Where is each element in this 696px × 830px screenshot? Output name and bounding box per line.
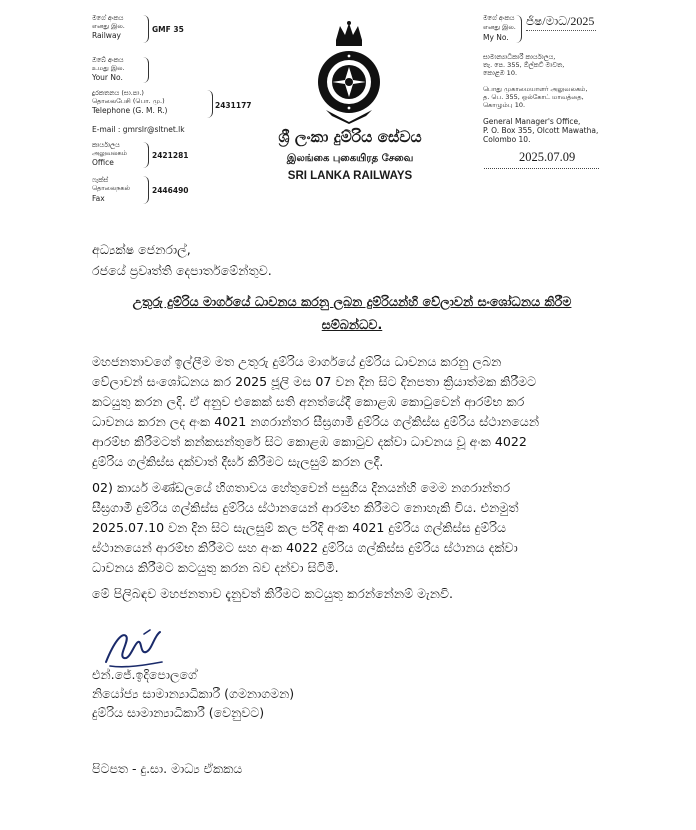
subject-line-2: සම්බන්ධව. xyxy=(321,317,383,332)
paragraph-2 xyxy=(92,478,600,578)
paragraph-1-line: කටයුතු කරන ලදි. ඒ අනුව එකෙක් සති අනත්යේදී කොළඹ කොටුවෙන් ආරම්භ කර xyxy=(92,394,525,409)
fax-label-en: Fax xyxy=(92,194,105,203)
my-no-label-ta: எனது இல. xyxy=(483,23,516,31)
ref-label-si: මගේ අංකය xyxy=(92,14,124,22)
paragraph-3: මේ පිලිබඳව මහජනතාව දැනුවත් කිරීමට කටයුතු කරන්නේනම් මැනවි. xyxy=(92,586,454,601)
paragraph-1-line: මහජනතාවගේ ඉල්ලීම මත උතුරු දුම්රිය මාර්ගයේ දුම්රිය ධාවනය කරනු ලබන xyxy=(92,354,502,369)
signatory-name: එන්.ජේ.ඉදිපොලගේ xyxy=(92,667,197,682)
tel-label-en: Telephone (G. M. R.) xyxy=(92,106,168,115)
your-no-brace xyxy=(142,57,149,83)
address-si-2: තැ. පෙ. 355, ඕල්කට් මාවත, xyxy=(483,61,565,69)
office-label-si: කාර්යාලය xyxy=(92,141,120,149)
ref-label-ta: எனது இல. xyxy=(92,22,125,30)
copy-to: පිටපත - දු.සා. මාධ්‍ය ඒකකය xyxy=(92,761,243,776)
subject-line-1: උතුරු දුම්රිය මාර්ගයේ ධාවනය කරනු ලබන දුම්රියන්හි වේලාවන් සංශෝධනය කිරීම xyxy=(132,294,572,309)
address-si-1: සාමාන්‍යාධිකාරී කාර්යාලය, xyxy=(483,53,556,61)
address-ta-2: த. பெ. 355, ஒல்கோட் மாவத்தை, xyxy=(483,93,584,101)
address-si-3: කොළඹ 10. xyxy=(483,69,518,77)
email: E-mail : gmrslr@sltnet.lk xyxy=(92,125,185,134)
fax-label-si: ෆැක්ස් xyxy=(92,176,109,184)
tel-label-ta: தொலைபேசி (பொ. மு.) xyxy=(92,97,165,105)
signatory-title-1: නියෝජ්‍ය සාමාන්‍යාධිකාරී (ගමනාගමන) xyxy=(92,686,295,701)
ref-value: GMF 35 xyxy=(152,25,184,34)
org-name-english: SRI LANKA RAILWAYS xyxy=(287,170,413,182)
office-value: 2421281 xyxy=(152,151,189,160)
paragraph-2-line: ධාවනය කිරීමට කටයුතු කරන බව දන්වා සිටිමි. xyxy=(92,560,339,575)
paragraph-1-line: දුම්රිය ගල්කිස්ස දක්වාත් දීර්ඝ කිරීමට සැලසුම් කරන ලදී. xyxy=(92,454,384,469)
org-name-sinhala: ශ්‍රී ලංකා දුම්රිය සේවය xyxy=(278,128,422,146)
paragraph-1-line: ආරම්භ කිරීමටත් කන්කසන්තුරේ සිට කොළඹ කොටුව දක්වා ධාවනය වූ අංක 4022 xyxy=(92,434,527,449)
paragraph-2-line: සීඝ්‍රගාමී දුම්රිය ගල්කිස්ස දුම්රිය ස්ථානයෙන් ආරම්භ කිරීමට නොහැකි විය. එනමුත් xyxy=(92,500,519,515)
fax-value: 2446490 xyxy=(152,186,189,195)
tel-value: 2431177 xyxy=(215,101,252,110)
office-label-en: Office xyxy=(92,158,114,167)
address-en-1: General Manager's Office, xyxy=(483,117,581,126)
address-en-2: P. O. Box 355, Olcott Mawatha, xyxy=(483,126,599,135)
paragraph-2-line: ස්ථානයෙන් ආරම්භ කිරීමට සහ අංක 4022 දුම්රිය ගල්කිස්ස දුම්රිය ස්ථානය දක්වා xyxy=(92,540,518,555)
fax-label-ta: தொலைநகல் xyxy=(92,184,130,192)
paragraph-1-line: වේලාවන් සංශෝධනය කර 2025 ජූලි මස 07 වන දින සිට දිනපතා ක්‍රියාත්මක කිරීමට xyxy=(92,374,537,389)
letter-date: 2025.07.09 xyxy=(519,150,576,164)
paragraph-2-line: 2025.07.10 වන දින සිට සැලසුම් කල පරිදි අංක 4021 දුම්රිය ගල්කිස්ස දුම්රිය xyxy=(92,520,506,535)
date-underline xyxy=(484,168,599,169)
my-no-label-en: My No. xyxy=(483,33,509,42)
recipient-line-1: අධ්‍යක්ෂ ජෙනරාල්, xyxy=(92,242,191,257)
paragraph-1-line: ධාවනය කරන ලද අංක 4021 නගරාන්තර සීඝ්‍රගාමී දුම්රිය ගල්කිස්ස දුම්රිය ස්ථානයෙන් xyxy=(92,414,540,429)
my-no-brace xyxy=(515,15,522,43)
tel-label-si: දුරකතනය (සා.පා.) xyxy=(92,89,144,97)
recipient-line-2: රජයේ ප්‍රවෘත්ති දෙපාර්තමේන්තුව. xyxy=(92,263,272,278)
my-no-label-si: මගේ අංකය xyxy=(483,14,515,22)
my-no-underline xyxy=(526,30,596,31)
address-ta-3: கொழும்பு 10. xyxy=(483,101,526,109)
my-no-value: ජිෂ/මාධ/2025 xyxy=(526,14,595,28)
signatory-title-2: දුම්රිය සාමාන්‍යාධිකාරී (වෙනුවට) xyxy=(92,705,265,720)
railway-crest-icon xyxy=(314,20,384,124)
paragraph-1 xyxy=(92,352,600,472)
your-no-label-en: Your No. xyxy=(92,73,123,82)
paragraph-2-line: 02) කාර්ය මණ්ඩලයේ හිගතාවය හේතුවෙන් පසුගිය දිනයන්හි මෙම නගරාන්තර xyxy=(92,480,511,495)
your-no-label-ta: உமது இல. xyxy=(92,64,125,72)
address-ta-1: பொது முகாமையாளர் அலுவலகம், xyxy=(483,85,588,93)
address-en-3: Colombo 10. xyxy=(483,135,531,144)
org-name-tamil: இலங்கை புகையிரத சேவை xyxy=(286,153,414,164)
your-no-label-si: ඔබේ අංකය xyxy=(92,56,124,64)
office-label-ta: அலுவலகம் xyxy=(92,149,127,157)
ref-brace xyxy=(142,15,149,43)
ref-label-en: Railway xyxy=(92,31,121,40)
office-brace xyxy=(142,142,149,168)
fax-brace xyxy=(142,176,149,204)
tel-brace xyxy=(206,90,213,118)
